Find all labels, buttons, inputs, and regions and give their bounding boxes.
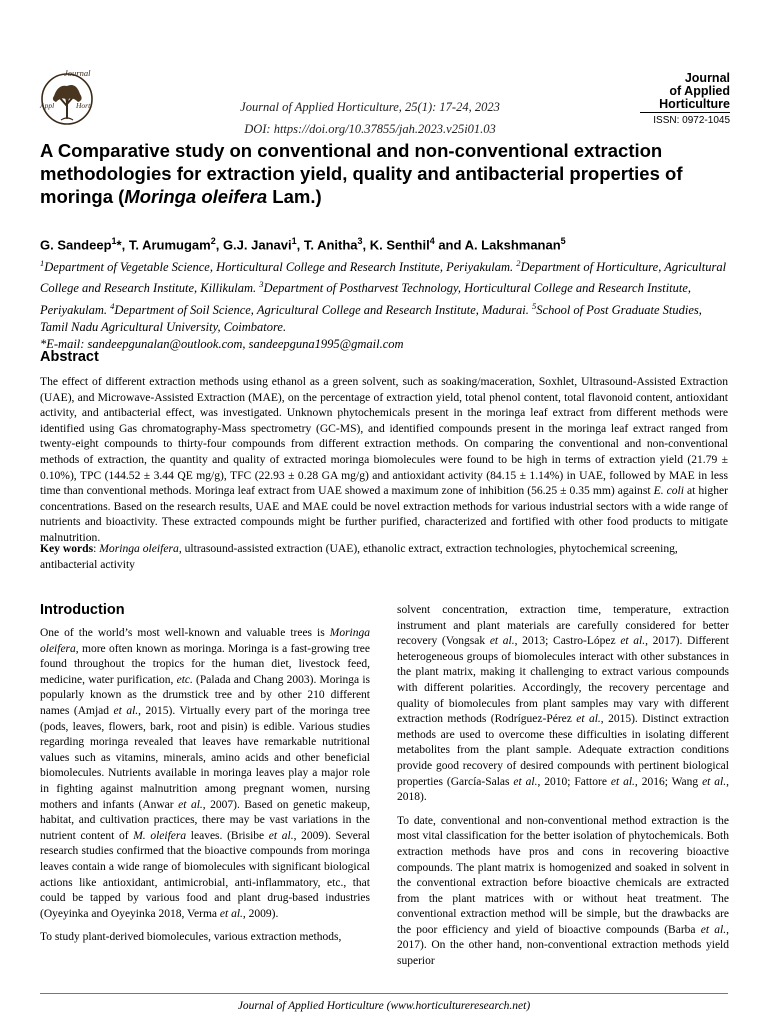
- citation-etal: et al.: [513, 775, 538, 788]
- text: , 2013; Castro-López: [514, 635, 621, 648]
- affil-text: Department of Soil Science, Agricultural College and Research Institute, Madurai.: [114, 302, 533, 317]
- affil-mark: 3: [259, 279, 264, 290]
- citation-etal: et al.: [610, 775, 635, 788]
- author-list: [40, 232, 730, 254]
- text: To study plant-derived biomolecules, various extraction methods,: [40, 931, 342, 944]
- author-affil-mark: 1: [111, 236, 117, 246]
- author-affil-mark: 1: [291, 236, 297, 246]
- paper-title: [40, 139, 700, 208]
- affil-text: Department of Horticulture, Agricultural College and Research Institute, Killikulam.: [40, 260, 727, 296]
- abstract-heading: Abstract: [40, 349, 99, 365]
- body-column-right: [397, 603, 729, 978]
- text: One of the world’s most well-known and valuable trees is: [40, 627, 330, 639]
- affil-mark: 2: [516, 258, 521, 268]
- species-italic: Moringa oleifera: [40, 627, 370, 655]
- journal-brand: [640, 72, 730, 126]
- citation-etal: et al.: [700, 923, 727, 936]
- author-affil-mark: 3: [357, 236, 363, 246]
- affil-text: School of Post Graduate Studies, Tamil Nadu Agricultural University, Coimbatore.: [40, 302, 702, 335]
- citation-etal: et al.: [268, 829, 294, 842]
- citation-etal: et al.: [576, 713, 601, 726]
- title-species: Moringa oleifera: [124, 186, 268, 207]
- text: , more often known as moringa. Moringa is a fast-growing tree found throughout the tropics for the human diet, livestock feed, medicine, water purification,: [40, 642, 370, 686]
- keywords-label: Key words: [40, 542, 94, 555]
- journal-citation: Journal of Applied Horticulture, 25(1): 17-24, 2023: [240, 100, 500, 114]
- running-header: [160, 96, 580, 140]
- species-italic: M. oleifera: [133, 829, 187, 842]
- introduction-heading: Introduction: [40, 602, 125, 618]
- brand-divider: [640, 112, 730, 113]
- brand-line-3: Horticulture: [659, 97, 730, 111]
- corresponding-mark: *: [116, 237, 122, 253]
- logo-text-appl: Appl: [40, 101, 55, 110]
- doi-link[interactable]: DOI: https://doi.org/10.37855/jah.2023.v25i01.03: [244, 122, 496, 136]
- author-affil-mark: 2: [210, 236, 216, 246]
- paragraph: [397, 814, 729, 970]
- page-footer: Journal of Applied Horticulture (www.horticultureresearch.net): [237, 1000, 531, 1012]
- title-text: A Comparative study on conventional and non-conventional extraction methodologies for extraction yield, quality and antibacterial properties of moringa (: [40, 140, 683, 207]
- paragraph: [40, 930, 370, 946]
- text: leaves. (Brisibe: [186, 829, 269, 842]
- abstract-species: E. coli: [653, 484, 684, 498]
- text: , 2015). Virtually every part of the moringa tree (pods, leaves, flowers, bark, root and pisin) is edible. Various studies regarding moringa revealed that leaves have remarkable nutritional values such as vitamins, minerals, amino acids and other beneficial biomolecules. Nutrients available in moringa leaves play a major role in fighting against malnutrition among pregnant women, nursing mothers and infants (Anwar: [40, 704, 370, 811]
- text: , 2016; Wang: [634, 775, 703, 788]
- author-affil-mark: 5: [560, 236, 566, 246]
- journal-tree-logo-icon: [36, 66, 98, 128]
- author-name: and A. Lakshmanan: [434, 237, 561, 253]
- text: , 2017). Different heterogeneous groups of biomolecules interact with other substances in the plant matrix, making it challenging to extract various compounds with different polarities. Accordingly, the recovery percentage and quality of biomolecules from plant samples may vary with different extraction methods (Rodríguez-Pérez: [397, 635, 729, 726]
- text: , 2018).: [397, 775, 729, 804]
- contact-email[interactable]: *E-mail: sandeepgunalan@outlook.com, sandeepguna1995@gmail.com: [40, 337, 404, 352]
- citation-etal: et al.: [620, 635, 646, 648]
- author-affil-mark: 4: [429, 236, 435, 246]
- text: To date, conventional and non-conventional method extraction is the most vital classification for the better isolation of phytochemicals. Both extraction methods have pros and cons in recovering bioactive compounds. The plant matrix is homogenized and soaked in solvent in the conventional extraction before bioactive chemicals are extracted from the plant matrices with or without heat treatment. The conventional extraction method will be simple, but the drawbacks are the poor efficiency and yield of bioactive compounds (Barba: [397, 814, 729, 936]
- logo-text-hort: Hort: [76, 101, 91, 110]
- text: , 2010; Fattore: [537, 775, 611, 788]
- brand-line-2: of Applied: [669, 84, 730, 98]
- keyword-species: Moringa oleifera: [99, 542, 179, 555]
- text: , 2009).: [242, 907, 279, 920]
- paragraph: [40, 626, 370, 922]
- paragraph: [397, 603, 729, 806]
- brand-line-1: Journal: [684, 71, 730, 85]
- affil-mark: 5: [532, 300, 537, 311]
- affil-mark: 4: [110, 300, 115, 311]
- affil-text: Department of Vegetable Science, Horticultural College and Research Institute, Periyakulam.: [44, 260, 517, 275]
- text: solvent concentration, extraction time, temperature, extraction instrument and plant materials are carefully considered for better recovery (Vongsak: [397, 604, 729, 648]
- text: (Palada and Chang 2003). Moringa is popularly known as the drumstick tree and by other 210 different names (Amjad: [40, 673, 371, 717]
- citation-etal: et al.: [702, 775, 727, 788]
- affil-text: Department of Postharvest Technology, Horticultural College and Research Institute, Periyakulam.: [40, 281, 692, 317]
- body-column-left: [40, 626, 370, 954]
- abstract-text: The effect of different extraction methods using ethanol as a green solvent, such as soaking/maceration, Soxhlet, Ultrasound-Assisted Extraction (UAE), and Microwave-Assisted Extraction (MAE), on the percentage of extraction yield, total phenol content, total flavonoid content, antioxidant activity, and antibacterial effect, was investigated. Unknown phytochemicals present in the moringa leaf extract from different methods were identified using Gas chromatography-Mass spectrometry (GC-MS), and identified compounds present in the moringa leaf extract ranged from twenty-eight compounds to thirty-four compounds from different extraction methods. On comparing the conventional and non-conventional methods of extraction, the quantity and quality of extracted moringa biomolecules were found to be high in terms of extraction yield (21.79 ± 0.10%), TPC (144.52 ± 3.44 QE mg/g), TFC (22.93 ± 0.28 GA mg/g) and antioxidant activity (84.15 ± 1.14%) in UAE, followed by MAE in less time than conventional methods. Moringa leaf extract from UAE showed a maximum zone of inhibition (56.25 ± 0.35 mm) against: [40, 375, 728, 498]
- footer-divider: [40, 993, 728, 994]
- logo-text-journal: Journal: [64, 68, 91, 78]
- keywords-colon: :: [93, 542, 100, 555]
- citation-etal: et al.: [113, 704, 139, 717]
- abstract-text: at higher concentrations. Based on the research results, UAE and MAE could be novel extraction methods for various industrial sectors with a wide range of nutrients and bioactivity. These extracted compounds might be further purified, characterized and fortified with other food products to mitigate malnutrition.: [40, 484, 729, 544]
- citation-etal: et al.: [489, 635, 515, 648]
- author-name: , T. Anitha: [296, 237, 358, 253]
- affil-mark: 1: [40, 258, 45, 268]
- text: , 2015). Distinct extraction methods are used to overcome these difficulties in isolating different metabolites from the plant sample. Adequate extraction conditions provide good recovery of desired compounds with pertinent biological properties (García-Salas: [397, 713, 729, 788]
- abstract-body: [40, 374, 728, 546]
- affiliations: [40, 255, 730, 353]
- author-name: , K. Senthil: [362, 237, 430, 253]
- title-text-end: Lam.): [267, 186, 322, 207]
- author-name: , T. Arumugam: [121, 237, 211, 253]
- citation-etal: et al.: [178, 798, 203, 811]
- text: , 2007). Based on genetic makeup, habitat, and cultivation practices, there may be vast variations in the nutrient content of: [40, 798, 371, 842]
- keywords-text: , ultrasound-assisted extraction (UAE), ethanolic extract, extraction technologies, phytochemical screening, antibacterial activity: [40, 542, 678, 571]
- author-name: , G.J. Janavi: [215, 237, 292, 253]
- keywords: [40, 541, 728, 573]
- issn: ISSN: 0972-1045: [653, 115, 730, 126]
- citation-etal: et al.: [219, 907, 243, 920]
- author-name: G. Sandeep: [40, 237, 112, 253]
- text: , 2017). On the other hand, non-conventional extraction methods yield superior: [397, 923, 729, 968]
- italic-text: etc.: [176, 673, 193, 686]
- text: , 2009). Several research studies confirmed that the bioactive compounds from moringa leaves contain a wide range of biomolecules with significant biological actions like antioxidant, antimicrobial, anti-inflammatory, etc., that could be tapped by various food and plant drug-based industries (Oyeyinka and Oyeyinka 2018, Verma: [40, 829, 370, 920]
